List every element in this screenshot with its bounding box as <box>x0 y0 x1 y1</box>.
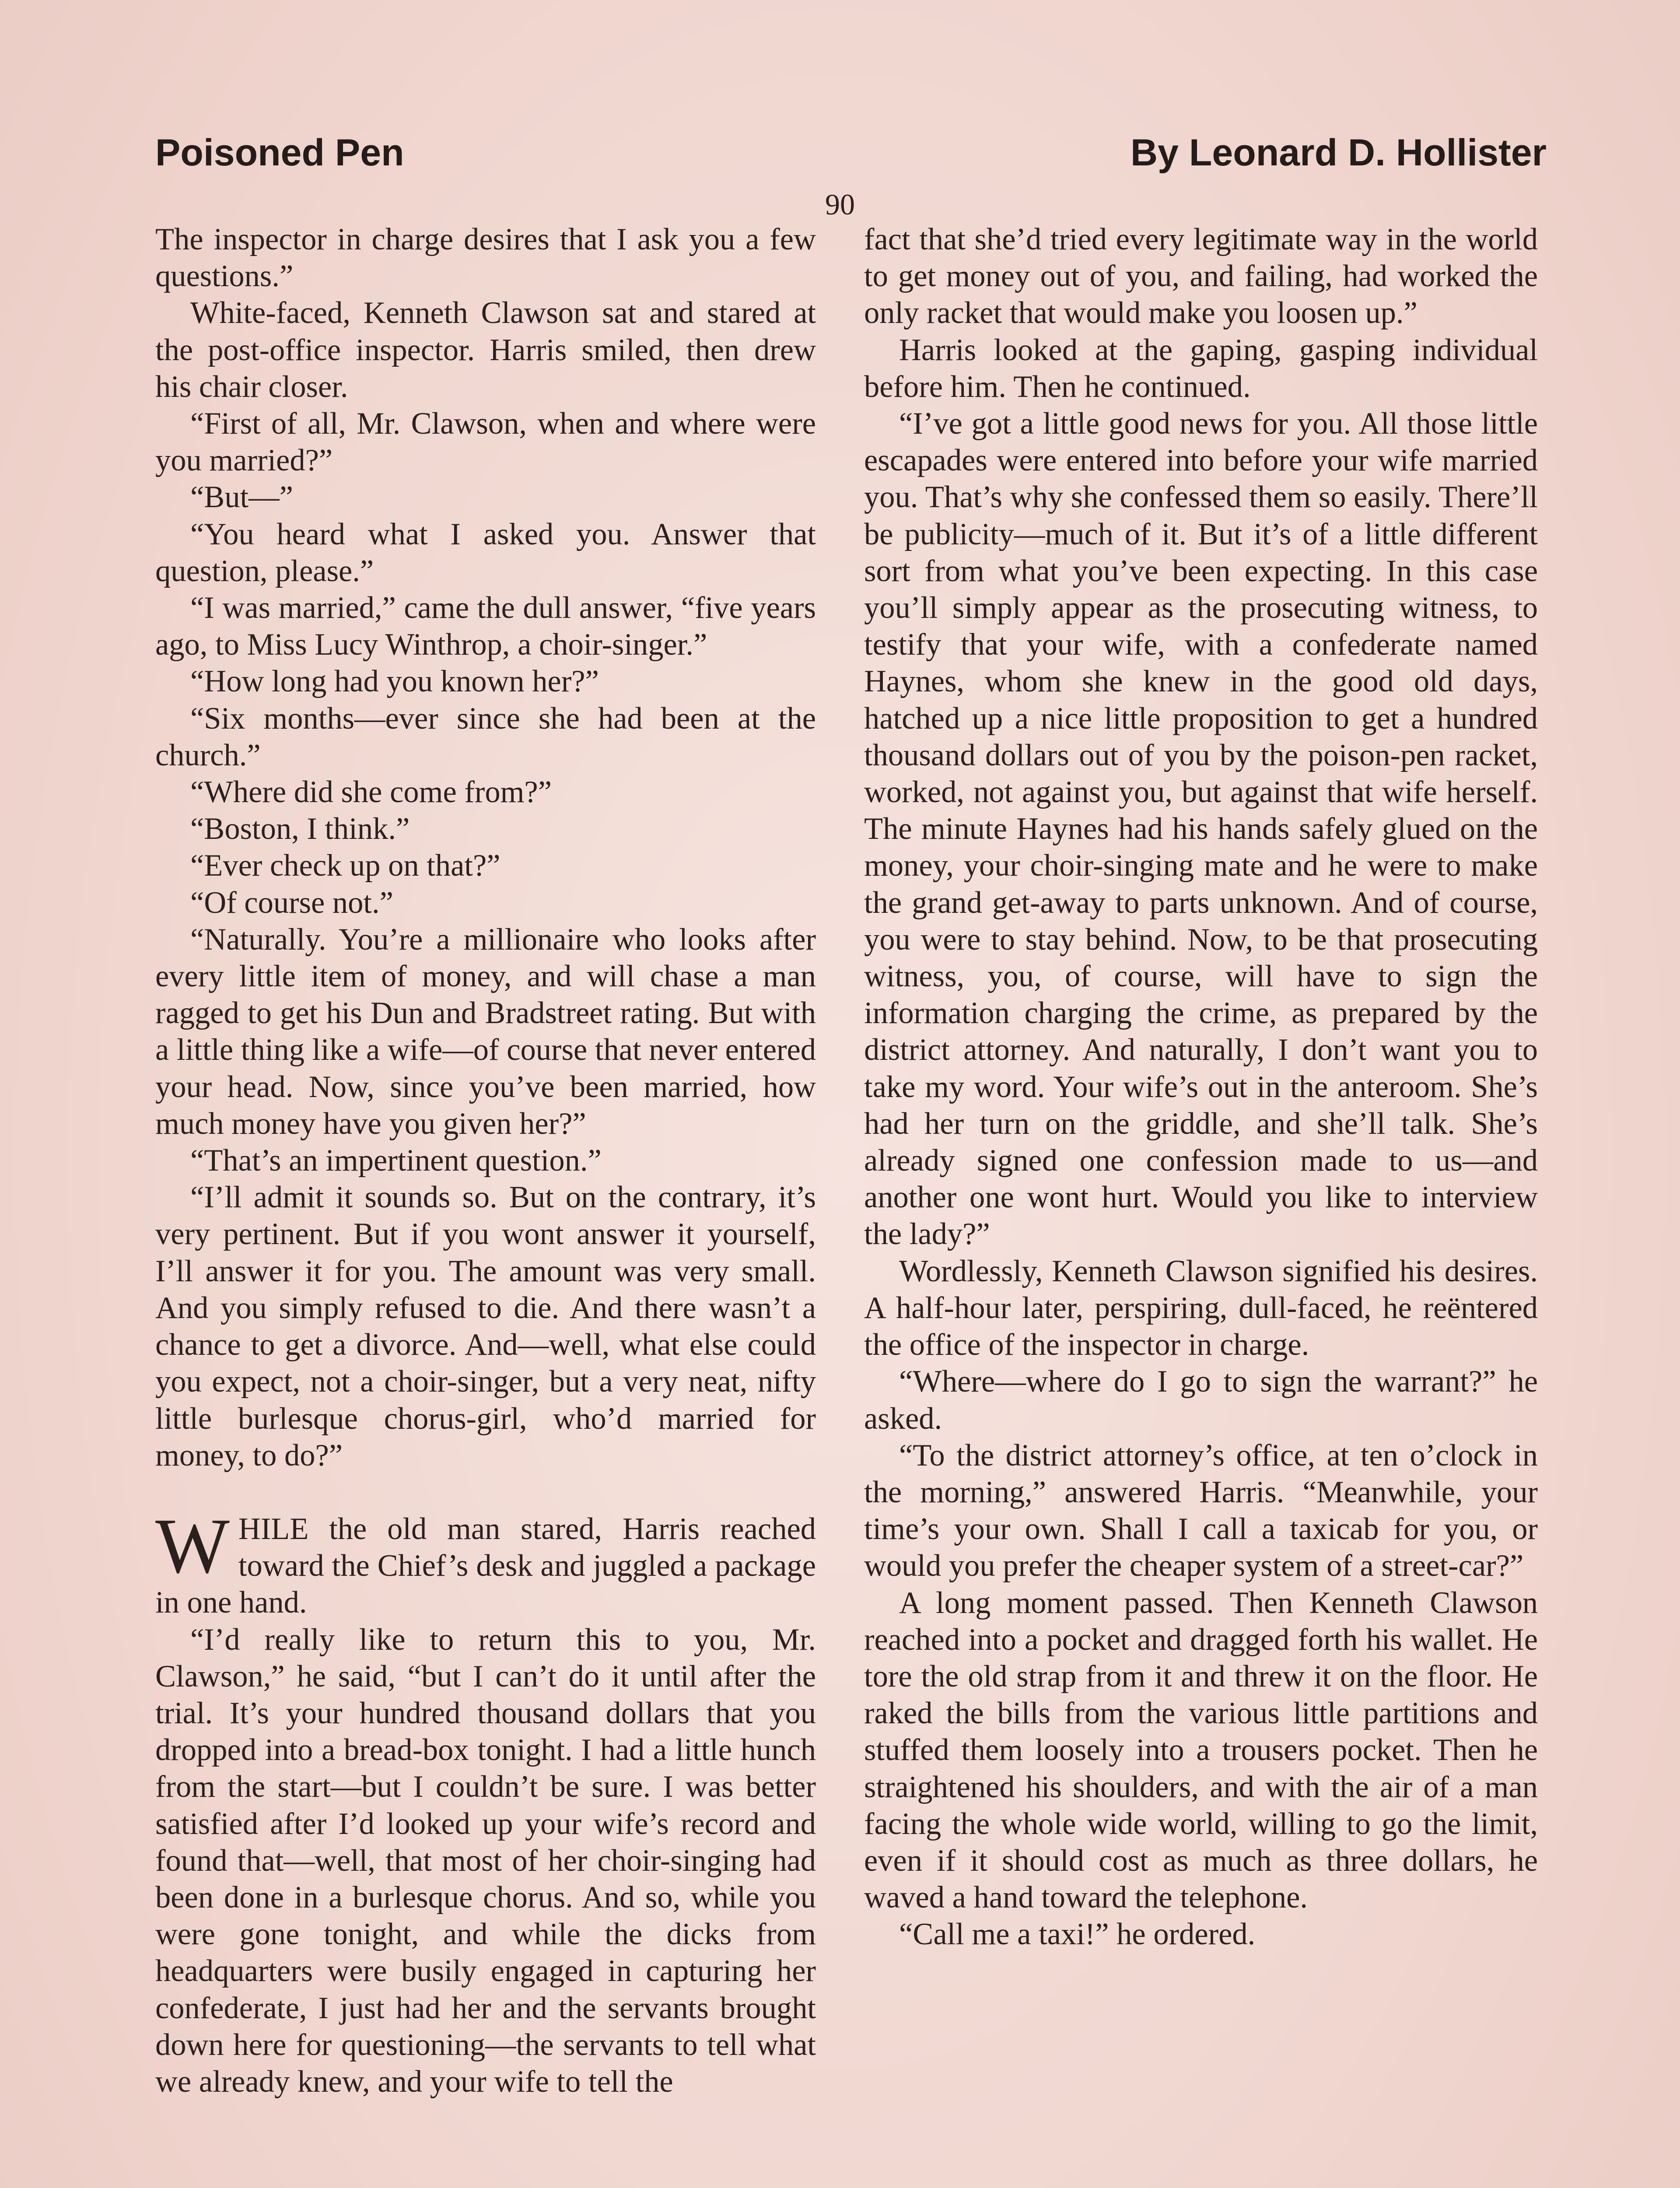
paragraph: “I’ll admit it sounds so. But on the contrary, it’s very pertinent. But if you wont answer it yourself, I’ll answer it for you. The amount was very small. And you simply refused to die. And there wasn’t a chance to get a divorce. And—well, what else could you expect, not a choir-singer, but a very neat, nifty little burlesque chorus-girl, who’d married for money, to do?” <box>155 1180 816 1473</box>
paragraph: Harris looked at the gaping, gasping individual before him. Then he continued. <box>864 333 1538 404</box>
paragraph: “Boston, I think.” <box>190 812 410 846</box>
running-header <box>155 131 1547 184</box>
page-number: 90 <box>825 188 855 221</box>
paragraph: “Where—where do I go to sign the warrant?” he asked. <box>864 1364 1538 1436</box>
paragraph: “Ever check up on that?” <box>190 849 500 883</box>
paragraph: “But—” <box>190 480 293 515</box>
paragraph: “Six months—ever since she had been at the church.” <box>155 701 816 772</box>
left-column <box>155 221 816 2100</box>
paragraph: “Where did she come from?” <box>190 775 552 810</box>
paragraph: “Of course not.” <box>190 885 393 920</box>
paragraph: “Call me a taxi!” he ordered. <box>899 1917 1256 1952</box>
paragraph: “Naturally. You’re a millionaire who looks after every little item of money, and will chase a man ragged to get his Dun and Bradstreet rating. But with a little thing like a wife—of course that never entered your head. Now, since you’ve been married, how much money have you given her?” <box>155 922 816 1141</box>
paragraph: “How long had you known her?” <box>190 664 599 699</box>
paragraph: “I’d really like to return this to you, Mr. Clawson,” he said, “but I can’t do it until after the trial. It’s your hundred thousand dollars that you dropped into a bread-box tonight. I had a little hunch from the start—but I couldn’t be sure. I was better satisfied after I’d looked up your wife’s record and found that—well, that most of her choir-singing had been done in a burlesque chorus. And so, while you were gone tonight, and while the dicks from headquarters were busily engaged in capturing her confederate, I just had her and the servants brought down here for questioning—the servants to tell what we already knew, and your wife to tell the <box>155 1622 816 2099</box>
paragraph: A long moment passed. Then Kenneth Clawson reached into a pocket and dragged forth his wallet. He tore the old strap from it and threw it on the floor. He raked the bills from the various little partitions and stuffed them loosely into a trousers pocket. Then he straightened his shoulders, and with the air of a man facing the whole wide world, willing to go the limit, even if it should cost as much as three dollars, he waved a hand toward the telephone. <box>864 1585 1538 1915</box>
story-author: By Leonard D. Hollister <box>1130 132 1547 174</box>
paragraph: “That’s an impertinent question.” <box>190 1143 602 1178</box>
paragraph: “To the district attorney’s office, at ten o’clock in the morning,” answered Harris. “Meanwhile, your time’s your own. Shall I call a taxicab for you, or would you prefer the cheaper system of a street-car?” <box>864 1438 1538 1583</box>
paragraph: “You heard what I asked you. Answer that question, please.” <box>155 517 816 588</box>
paragraph: “I was married,” came the dull answer, “five years ago, to Miss Lucy Winthrop, a choir-singer.” <box>155 591 816 662</box>
section-opening-paragraph <box>155 1502 816 1621</box>
drop-cap: W <box>155 1502 230 1589</box>
paragraph: Wordlessly, Kenneth Clawson signified his desires. A half-hour later, perspiring, dull-faced, he reëntered the office of the inspector in charge. <box>864 1254 1538 1362</box>
paragraph: “I’ve got a little good news for you. All those little escapades were entered into before your wife married you. That’s why she confessed them so easily. There’ll be publicity—much of it. But it’s of a little different sort from what you’ve been expecting. In this case you’ll simply appear as the prosecuting witness, to testify that your wife, with a confederate named Haynes, whom she knew in the good old days, hatched up a nice little proposition to get a hundred thousand dollars out of you by the poison-pen racket, worked, not against you, but against that wife herself. The minute Haynes had his hands safely glued on the money, your choir-singing mate and he were to make the grand get-away to parts unknown. And of course, you were to stay behind. Now, to be that prosecuting witness, you, of course, will have to sign the information charging the crime, as prepared by the district attorney. And naturally, I don’t want you to take my word. Your wife’s out in the anteroom. She’s had her turn on the griddle, and she’ll talk. She’s already signed one confession made to us—and another one wont hurt. Would you like to interview the lady?” <box>864 407 1538 1252</box>
paragraph: “First of all, Mr. Clawson, when and where were you married?” <box>155 407 816 478</box>
paragraph: The inspector in charge desires that I ask you a few questions.” <box>155 222 816 294</box>
paragraph: fact that she’d tried every legitimate way in the world to get money out of you, and failing, had worked the only racket that would make you loosen up.” <box>864 222 1538 330</box>
section-opening-text: HILE the old man stared, Harris reached toward the Chief’s desk and juggled a package in one hand. <box>155 1511 816 1620</box>
paragraph: White-faced, Kenneth Clawson sat and stared at the post-office inspector. Harris smiled, then drew his chair closer. <box>155 296 816 404</box>
story-title: Poisoned Pen <box>155 132 404 174</box>
right-column <box>864 221 1538 1953</box>
